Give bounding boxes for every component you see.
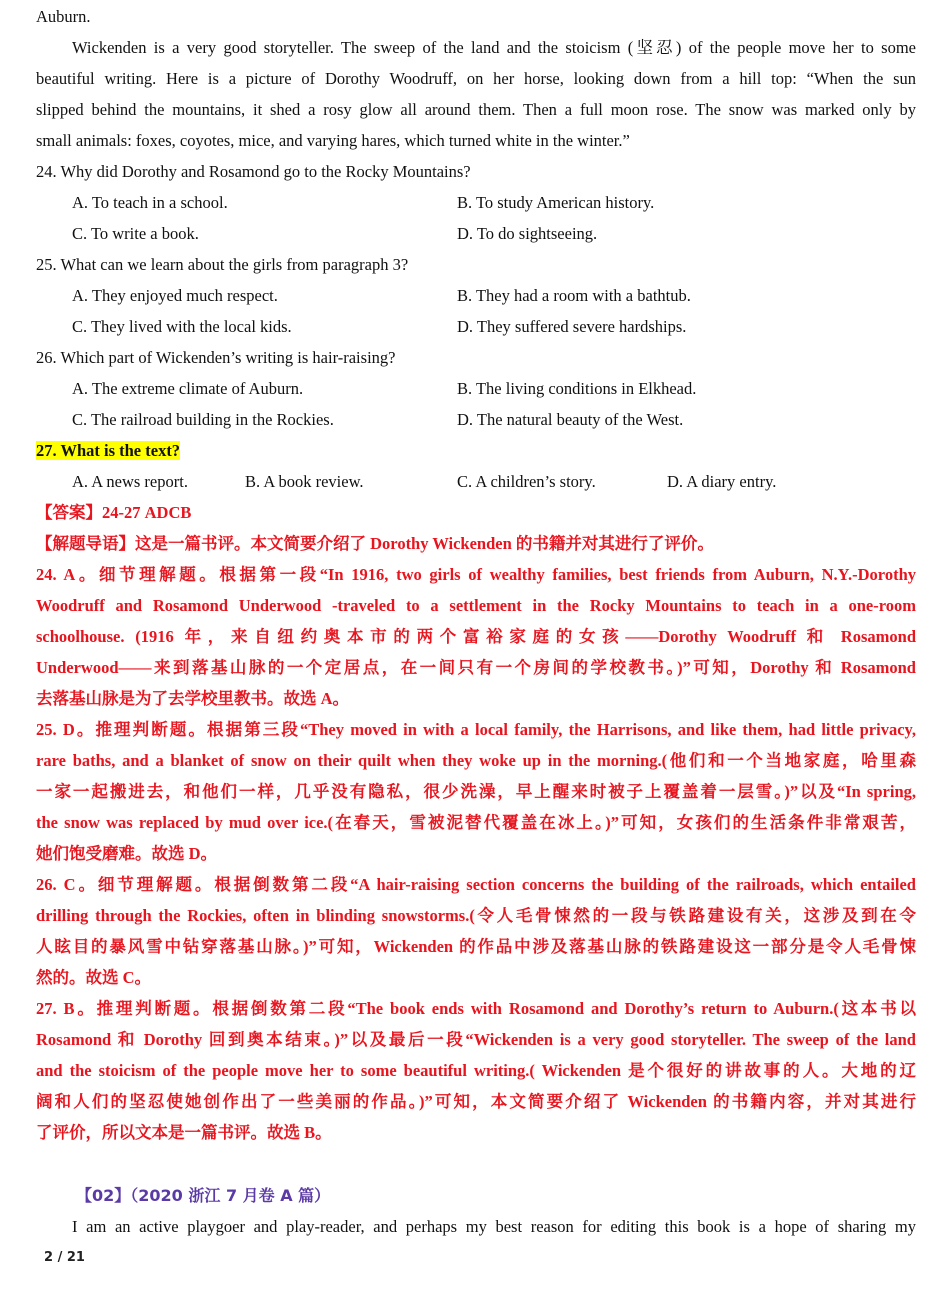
explanation-27-line: 阔和人们的坚忍使她创作出了一些美丽的作品。)”可知，本文简要介绍了 Wickenden 的书籍内容，并对其进行 <box>36 1092 916 1111</box>
explanation-26-line: drilling through the Rockies, often in blinding snowstorms.(令人毛骨悚然的一段与铁路建设有关，这涉及到在令 <box>36 906 916 925</box>
section-heading: 【02】（2020 浙江 7 月卷 A 篇） <box>76 1186 331 1205</box>
explanation-25-line: 25. D。推理判断题。根据第三段“They moved in with a local family, the Harrisons, and like them, had little privacy, <box>36 720 916 739</box>
highlighted-stem: 27. What is the text? <box>36 441 181 460</box>
passage-line: Auburn. <box>36 7 91 26</box>
explanation-27-line: 27. B。推理判断题。根据倒数第二段“The book ends with Rosamond and Dorothy’s return to Auburn.(这本书以 <box>36 999 916 1018</box>
page-number: 2 / 21 <box>44 1250 85 1265</box>
explanation-24-line: Underwood——来到落基山脉的一个定居点，在一间只有一个房间的学校教书。)”可知，Dorothy 和 Rosamond <box>36 658 916 677</box>
option-a: A. A news report. <box>72 472 188 491</box>
passage-line: small animals: foxes, coyotes, mice, and varying hares, which turned white in the winter.” <box>36 131 630 150</box>
answer-key: 【答案】24-27 ADCB <box>36 503 192 522</box>
explanation-27-line: Rosamond 和 Dorothy 回到奥本结束。)”以及最后一段“Wickenden is a very good storyteller. The sweep of the land <box>36 1030 916 1049</box>
option-a: A. The extreme climate of Auburn. <box>72 379 304 398</box>
explanation-27-line: 了评价，所以文本是一篇书评。故选 B。 <box>36 1123 332 1142</box>
option-d: D. To do sightseeing. <box>457 224 598 243</box>
option-b: B. A book review. <box>245 472 364 491</box>
explanation-24-line: schoolhouse. (1916 年，来自纽约奥本市的两个富裕家庭的女孩——Dorothy Woodruff 和 Rosamond <box>36 627 916 646</box>
option-b: B. They had a room with a bathtub. <box>457 286 691 305</box>
explanation-24-line: 24. A。细节理解题。根据第一段“In 1916, two girls of wealthy families, best friends from Auburn, N.Y.-Dorothy <box>36 565 916 584</box>
option-a: A. They enjoyed much respect. <box>72 286 278 305</box>
explanation-26-line: 26. C。细节理解题。根据倒数第二段“A hair-raising section concerns the building of the railroads, which entailed <box>36 875 916 894</box>
passage-line: beautiful writing. Here is a picture of Dorothy Woodruff, on her horse, looking down from a hill top: “When the sun <box>36 69 916 88</box>
explanation-24-line: 去落基山脉是为了去学校里教书。故选 A。 <box>36 689 350 708</box>
explanation-24-line: Woodruff and Rosamond Underwood -traveled to a settlement in the Rocky Mountains to teach in a one-room <box>36 596 916 615</box>
option-b: B. To study American history. <box>457 193 655 212</box>
explanation-25-line: rare baths, and a blanket of snow on their quilt when they woke up in the morning.(他们和一个当地家庭，哈里森 <box>36 751 916 770</box>
option-a: A. To teach in a school. <box>72 193 228 212</box>
option-c: C. A children’s story. <box>457 472 596 491</box>
option-c: C. The railroad building in the Rockies. <box>72 410 334 429</box>
passage-line: I am an active playgoer and play-reader, and perhaps my best reason for editing this book is a hope of sharing my <box>72 1217 916 1236</box>
explanation-26-line: 然的。故选 C。 <box>36 968 152 987</box>
explanation-26-line: 人眩目的暴风雪中钻穿落基山脉。)”可知，Wickenden 的作品中涉及落基山脉的铁路建设这一部分是令人毛骨悚 <box>36 937 916 956</box>
option-c: C. They lived with the local kids. <box>72 317 292 336</box>
explanation-25-line: 一家一起搬进去，和他们一样，几乎没有隐私，很少洗澡，早上醒来时被子上覆盖着一层雪。)”以及“In spring, <box>36 782 916 801</box>
question-stem: 26. Which part of Wickenden’s writing is hair-raising? <box>36 348 396 367</box>
passage-line: Wickenden is a very good storyteller. The sweep of the land and the stoicism (坚忍) of the people move her to some <box>72 38 916 57</box>
question-stem: 24. Why did Dorothy and Rosamond go to the Rocky Mountains? <box>36 162 471 181</box>
option-d: D. They suffered severe hardships. <box>457 317 687 336</box>
question-stem: 25. What can we learn about the girls from paragraph 3? <box>36 255 409 274</box>
option-b: B. The living conditions in Elkhead. <box>457 379 697 398</box>
answer-guide: 【解题导语】这是一篇书评。本文简要介绍了 Dorothy Wickenden 的书籍并对其进行了评价。 <box>36 534 714 553</box>
passage-line: slipped behind the mountains, it shed a rosy glow all around them. Then a full moon rose. The snow was marked only by <box>36 100 916 119</box>
option-c: C. To write a book. <box>72 224 199 243</box>
question-stem-highlighted <box>36 435 180 466</box>
option-d: D. A diary entry. <box>667 472 777 491</box>
explanation-25-line: the snow was replaced by mud over ice.(在春天，雪被泥替代覆盖在冰上。)”可知，女孩们的生活条件非常艰苦， <box>36 813 916 832</box>
explanation-27-line: and the stoicism of the people move her to some beautiful writing.( Wickenden 是个很好的讲故事的人。大地的辽 <box>36 1061 916 1080</box>
explanation-25-line: 她们饱受磨难。故选 D。 <box>36 844 218 863</box>
option-d: D. The natural beauty of the West. <box>457 410 684 429</box>
